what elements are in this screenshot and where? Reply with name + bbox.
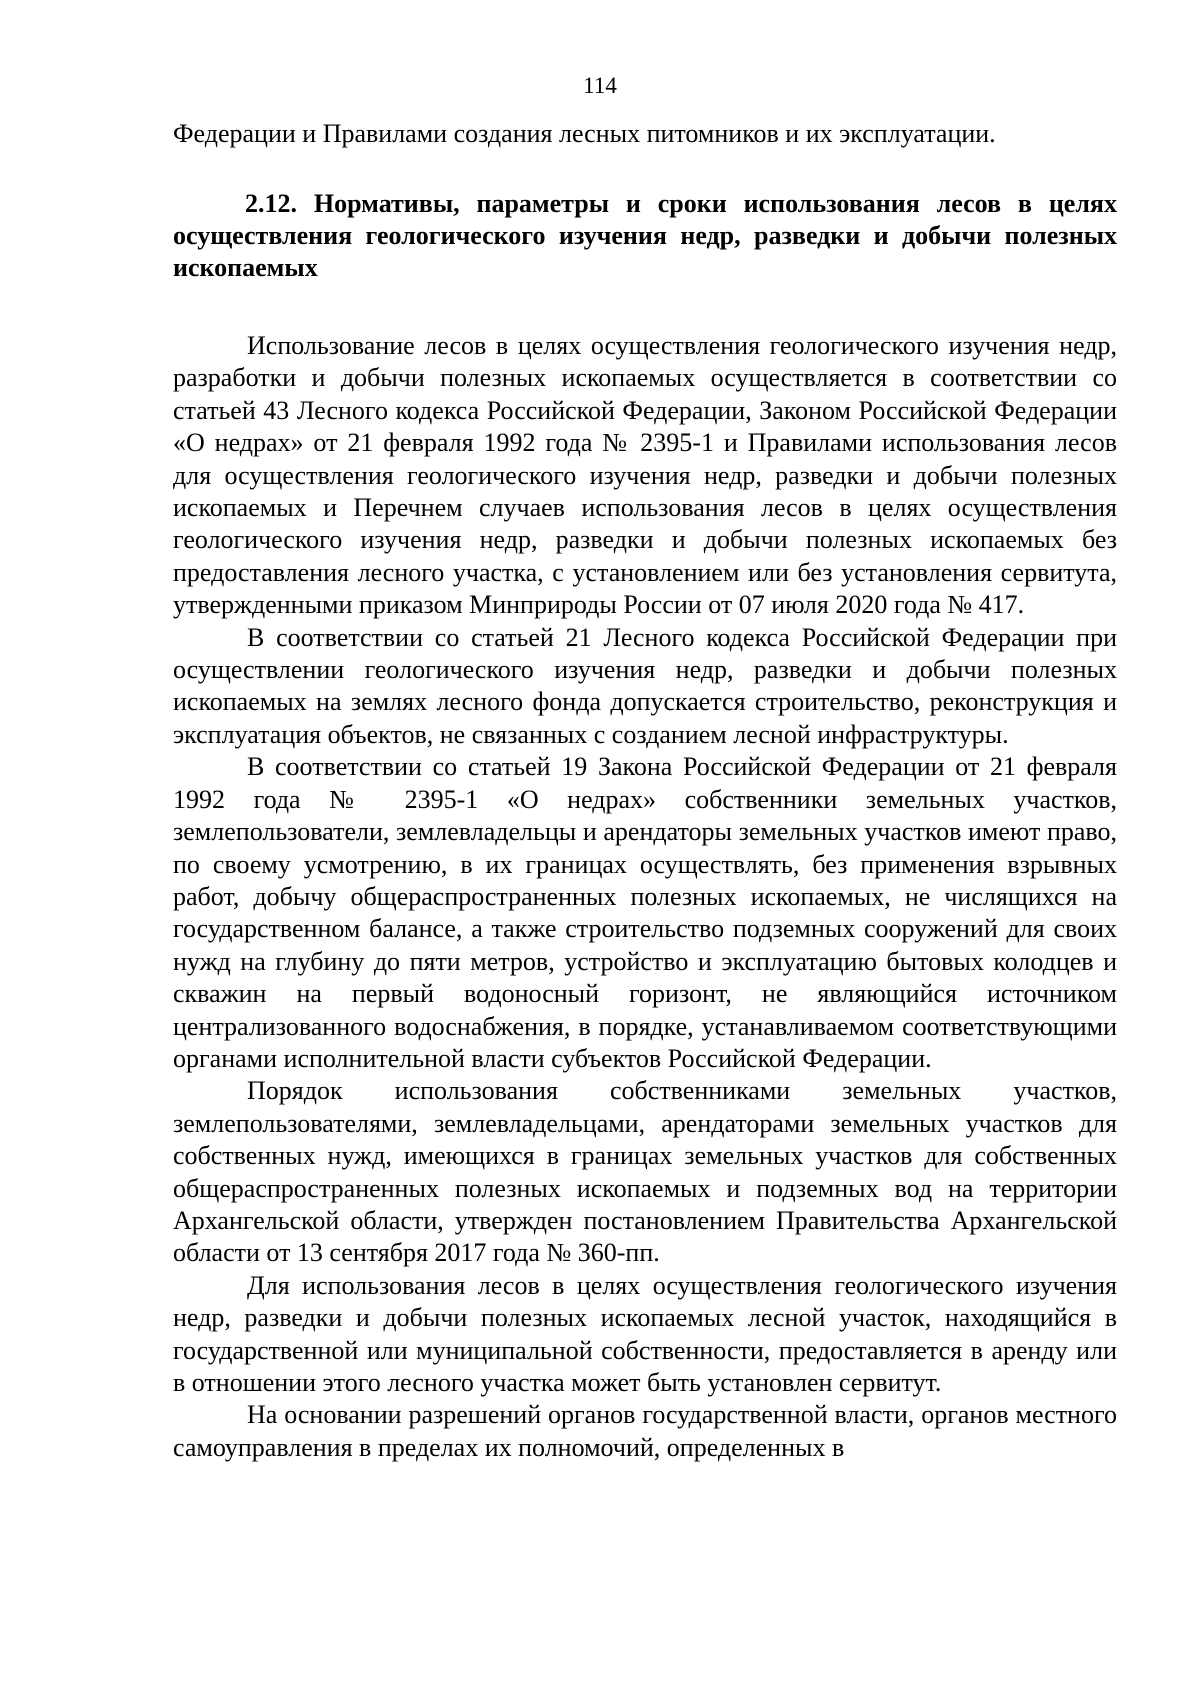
paragraph-permissions: На основании разрешений органов государственной власти, органов местного самоуправления в пределах их полномочий, определенных в bbox=[173, 1400, 1117, 1462]
body-text bbox=[173, 330, 1117, 1464]
section-heading: 2.12. Нормативы, параметры и сроки использования лесов в целях осуществления геологического изучения недр, разведки и добычи полезных ископаемых bbox=[173, 189, 1117, 282]
paragraph-forest-use-basis: Использование лесов в целях осуществления геологического изучения недр, разработки и добычи полезных ископаемых осуществляется в соответствии со статьей 43 Лесного кодекса Российской Федерации, Законом Российской Федерации «О недрах» от 21 февраля 1992 года № 2395-1 и Правилами использования лесов для осуществления геологического изучения недр, разведки и добычи полезных ископаемых и Перечнем случаев использования лесов в целях осуществления геологического изучения недр, разведки и добычи полезных ископаемых без предоставления лесного участка, с установлением или без установления сервитута, утвержденными приказом Минприроды России от 07 июля 2020 года № 417. bbox=[173, 331, 1117, 620]
paragraph-lease-servitude: Для использования лесов в целях осуществления геологического изучения недр, разведки и добычи полезных ископаемых лесной участок, находящийся в государственной или муниципальной собственности, предоставляется в аренду или в отношении этого лесного участка может быть установлен сервитут. bbox=[173, 1270, 1117, 1397]
continuation-line: Федерации и Правилами создания лесных питомников и их эксплуатации. bbox=[173, 119, 996, 148]
page-content bbox=[173, 118, 1117, 1464]
page-number: 114 bbox=[583, 73, 617, 98]
paragraph-article-21: В соответствии со статьей 21 Лесного кодекса Российской Федерации при осуществлении геологического изучения недр, разведки и добычи полезных ископаемых на землях лесного фонда допускается строительство, реконструкция и эксплуатация объектов, не связанных с созданием лесной инфраструктуры. bbox=[173, 622, 1117, 749]
paragraph-regional-procedure: Порядок использования собственниками земельных участков, землепользователями, землевладельцами, арендаторами земельных участков для собственных нужд, имеющихся в границах земельных участков для собственных общераспространенных полезных ископаемых и подземных вод на территории Архангельской области, утвержден постановлением Правительства Архангельской области от 13 сентября 2017 года № 360-пп. bbox=[173, 1076, 1117, 1268]
paragraph-article-19: В соответствии со статьей 19 Закона Российской Федерации от 21 февраля 1992 года № 2395-1 «О недрах» собственники земельных участков, землепользователи, землевладельцы и арендаторы земельных участков имеют право, по своему усмотрению, в их границах осуществлять, без применения взрывных работ, добычу общераспространенных полезных ископаемых, не числящихся на государственном балансе, а также строительство подземных сооружений для своих нужд на глубину до пяти метров, устройство и эксплуатацию бытовых колодцев и скважин на первый водоносный горизонт, не являющийся источником централизованного водоснабжения, в порядке, устанавливаемом соответствующими органами исполнительной власти субъектов Российской Федерации. bbox=[173, 752, 1117, 1073]
